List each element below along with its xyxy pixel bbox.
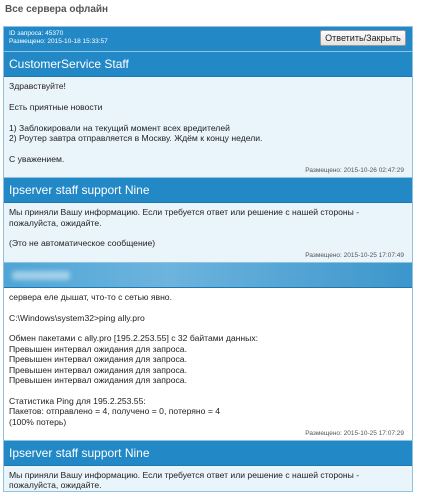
message-line: пожалуйста, ожидайте. [9, 480, 102, 491]
message-body [4, 288, 412, 440]
message-body [4, 466, 412, 491]
message-timestamp: Размещено: 2015-10-25 17:07:29 [305, 430, 404, 438]
message-author-redacted [4, 263, 412, 288]
reply-close-button[interactable]: Ответить/Закрыть [320, 30, 406, 46]
message-1 [4, 51, 412, 177]
message-body [4, 203, 412, 262]
message-line [9, 143, 407, 153]
message-line [9, 385, 407, 395]
message-line: Превышен интервал ожидания для запроса. [9, 364, 187, 375]
message-line [9, 112, 407, 122]
message-line: 1) Заблокировали на текущий момент всех вредителей [9, 122, 230, 133]
ticket-id: ID запроса: 45370 [9, 30, 64, 37]
message-line [9, 91, 407, 101]
message-line: Превышен интервал ожидания для запроса. [9, 354, 187, 365]
message-author: Ipserver staff support Nine [4, 441, 412, 466]
message-author: Ipserver staff support Nine [4, 178, 412, 203]
message-line: Мы приняли Вашу информацию. Если требуется ответ или решение с нашей стороны - [9, 207, 360, 218]
message-line: Пакетов: отправлено = 4, получено = 0, потеряно = 4 [9, 406, 221, 417]
message-line: С уважением. [9, 153, 65, 164]
message-line: Превышен интервал ожидания для запроса. [9, 375, 187, 386]
message-timestamp: Размещено: 2015-10-25 17:07:49 [305, 251, 404, 259]
message-3 [4, 262, 412, 440]
message-line: Есть приятные новости [9, 101, 103, 112]
ticket-posted: Размещено: 2015-10-18 15:33:57 [9, 38, 108, 45]
ticket-header [4, 27, 412, 51]
message-timestamp: Размещено: 2015-10-26 02:47:29 [305, 167, 404, 175]
message-line: Превышен интервал ожидания для запроса. [9, 343, 187, 354]
ticket-meta [9, 30, 108, 46]
page-title: Все сервера офлайн [5, 4, 109, 15]
message-line [9, 323, 407, 333]
message-line: Обмен пакетами с ally.pro [195.2.253.55] с 32 байтами данных: [9, 333, 259, 344]
message-body [4, 77, 412, 177]
message-line: сервера еле дышат, что-то с сетью явно. [9, 291, 172, 302]
message-2 [4, 177, 412, 262]
message-line: C:\Windows\system32>ping ally.pro [9, 312, 145, 323]
message-line: (100% потерь) [9, 416, 67, 427]
message-line [9, 302, 407, 312]
message-line: Мы приняли Вашу информацию. Если требуется ответ или решение с нашей стороны - [9, 470, 360, 481]
message-4 [4, 440, 412, 491]
message-line: Статистика Ping для 195.2.253.55: [9, 395, 146, 406]
message-line: (Это не автоматическое сообщение) [9, 238, 156, 249]
ticket-thread [3, 26, 413, 492]
message-line: Здравствуйте! [9, 81, 66, 91]
message-author: CustomerService Staff [4, 52, 412, 77]
message-line: 2) Роутер завтра отправляется в Москву. Ждём к концу недели. [9, 133, 263, 143]
message-line: пожалуйста, ожидайте. [9, 217, 102, 228]
redacted-author-name [12, 271, 70, 280]
message-line [9, 228, 407, 238]
